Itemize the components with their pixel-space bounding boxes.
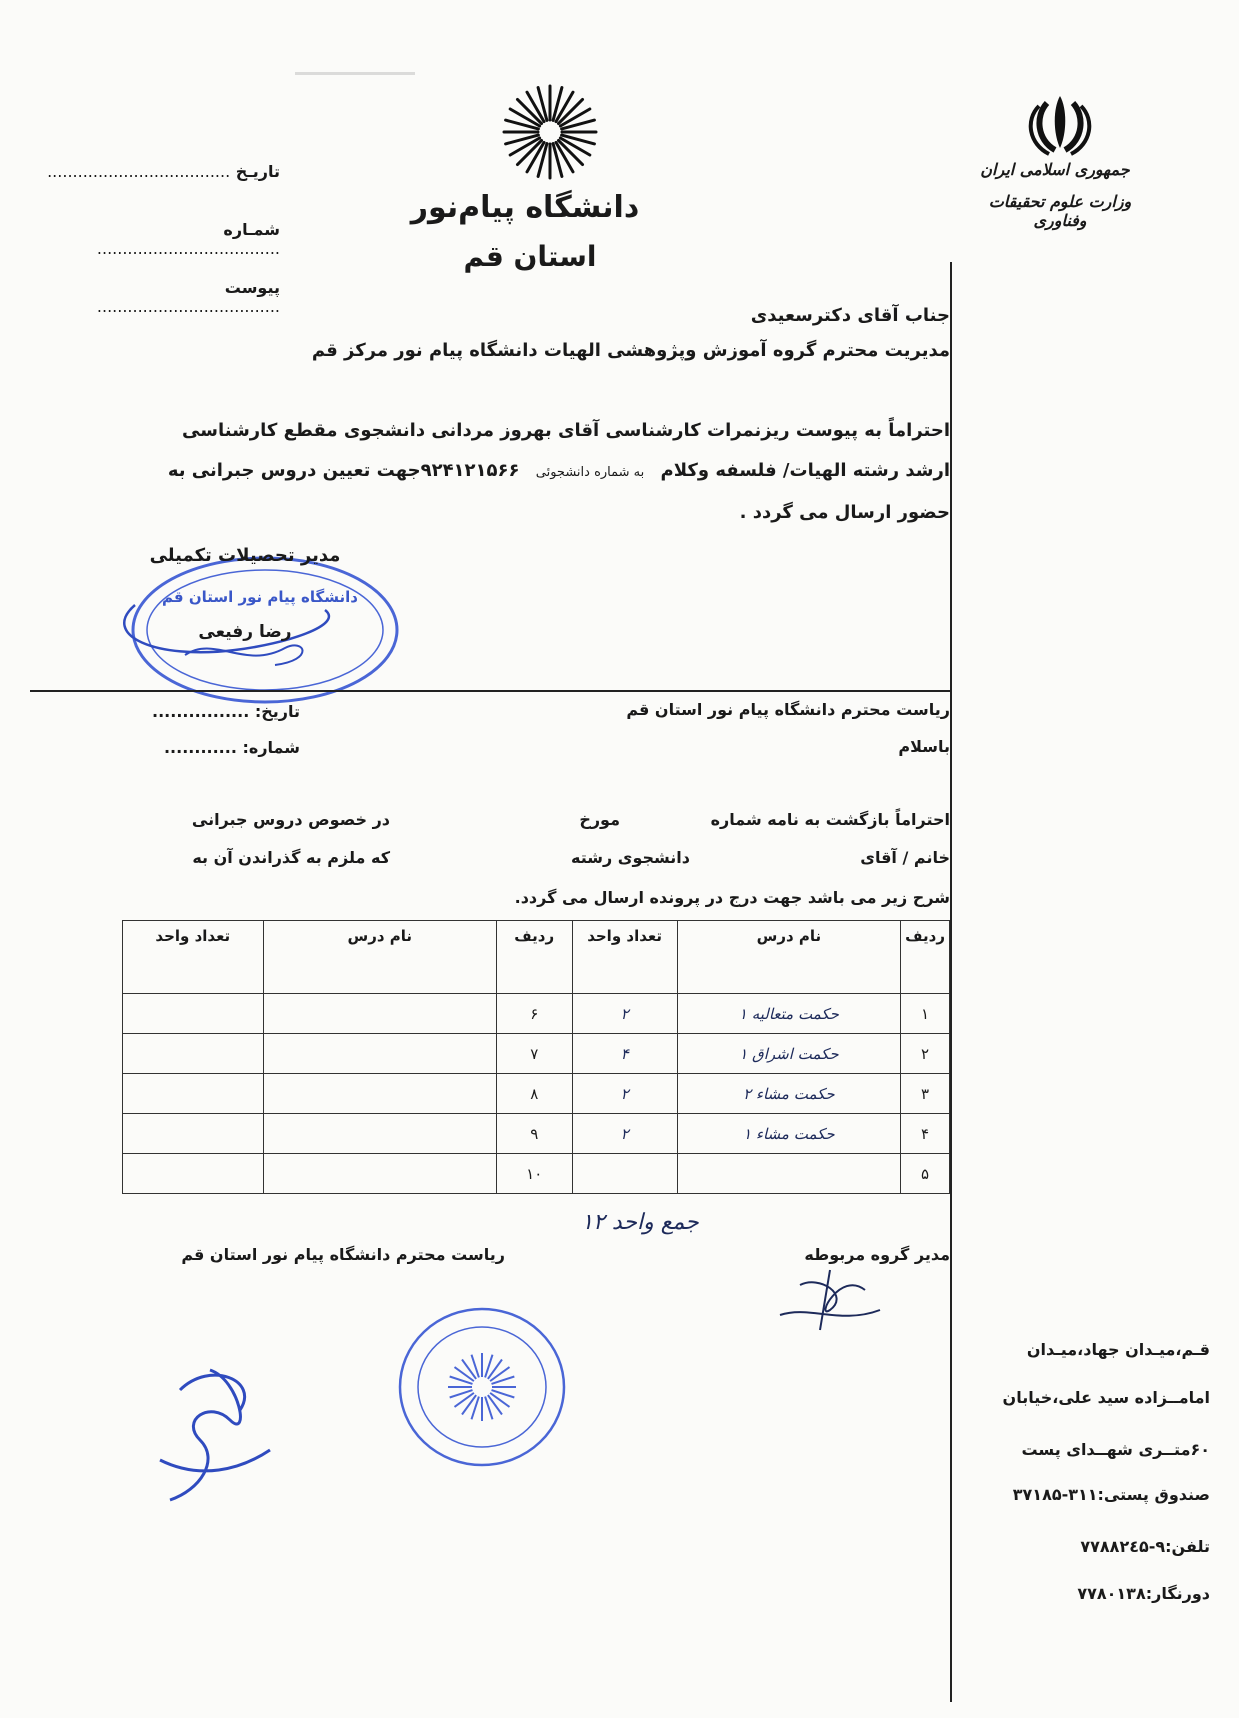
- row-number: ۵: [901, 1154, 950, 1194]
- course-units: [123, 994, 264, 1034]
- course-units: [123, 1074, 264, 1114]
- header-scribble: [295, 60, 415, 75]
- sunburst-logo-icon: [500, 82, 600, 182]
- course-units: ۲: [572, 1074, 677, 1114]
- seal-stamp-icon: [395, 1305, 570, 1470]
- president-label: ریاست محترم دانشگاه پیام نور استان قم: [181, 1245, 505, 1264]
- signer-name: رضا رفیعی: [198, 622, 292, 642]
- iran-emblem: [1025, 88, 1095, 158]
- row-number: ۷: [496, 1034, 572, 1074]
- row-number: ۱: [901, 994, 950, 1034]
- course-name: حکمت مشاء ۲: [677, 1074, 901, 1114]
- university-logo: [500, 82, 600, 182]
- row-number: ۲: [901, 1034, 950, 1074]
- address-line-3: ۶۰متــری شهــدای پست: [1021, 1440, 1210, 1459]
- letter1-body-line1: احتراماً به پیوست ریزنمرات کارشناسی آقای بهروز مردانی دانشجوی مقطع کارشناسی: [182, 420, 950, 441]
- meta-date-dots: ....................................: [47, 162, 231, 181]
- table-header-row: [123, 921, 950, 994]
- letter1-recipient-title: مدیریت محترم گروه آموزش وپژوهشی الهیات دانشگاه پیام نور مرکز قم: [311, 340, 950, 361]
- letter2-line2-a: خانم / آقای: [860, 848, 950, 867]
- group-manager-label: مدیر گروه مربوطه: [804, 1245, 950, 1264]
- section-divider: [30, 690, 952, 692]
- signature-icon: [140, 1340, 280, 1510]
- course-name: حکمت مشاء ۱: [677, 1114, 901, 1154]
- meta-attachment-label: پیوست: [224, 278, 280, 297]
- row-number: ۶: [496, 994, 572, 1034]
- row-number: ۱۰: [496, 1154, 572, 1194]
- header-row-num-1: ردیف: [901, 921, 950, 994]
- university-seal: [395, 1305, 570, 1470]
- course-name: [263, 1114, 496, 1154]
- table-row: [123, 1154, 950, 1194]
- course-units: [123, 1034, 264, 1074]
- meta-date-label: تاریـخ: [235, 162, 280, 181]
- address-line-6: دورنگار:۷۷۸۰۱۳۸: [1077, 1584, 1210, 1603]
- table-row: [123, 1034, 950, 1074]
- emblem-line1: جمهوری اسلامی ایران: [980, 160, 1130, 179]
- row-number: ۸: [496, 1074, 572, 1114]
- header-row-num-2: ردیف: [496, 921, 572, 994]
- letter1-body-line2-b: به شماره دانشجوئی: [535, 465, 645, 480]
- letter2-recipient: ریاست محترم دانشگاه پیام نور استان قم: [626, 700, 950, 719]
- course-units: ۲: [572, 1114, 677, 1154]
- header-units-1: تعداد واحد: [572, 921, 677, 994]
- letter2-line2-b: دانشجوی رشته: [571, 848, 690, 867]
- row-number: ۴: [901, 1114, 950, 1154]
- address-line-4: صندوق پستی:۳۱۱-۳۷۱۸۵: [1012, 1485, 1210, 1504]
- header-course-name-1: نام درس: [677, 921, 901, 994]
- university-name: دانشگاه پیام‌نور: [410, 190, 640, 225]
- course-units: ۲: [572, 994, 677, 1034]
- emblem-line2: وزارت علوم تحقیقات وفناوری: [988, 192, 1132, 230]
- letter1-body-line2-c: ۹۲۴۱۲۱۵۶۶جهت تعیین دروس جبرانی به: [167, 460, 520, 481]
- row-number: ۳: [901, 1074, 950, 1114]
- address-line-2: امامــزاده سید علی،خیابان: [1002, 1388, 1210, 1407]
- letter2-line1-a: احتراماً بازگشت به نامه شماره: [710, 810, 950, 829]
- letter2-line1-c: در خصوص دروس جبرانی: [191, 810, 390, 829]
- course-name: [263, 1154, 496, 1194]
- meta-attachment-dots: ....................................: [96, 297, 280, 316]
- meta-number-dots: ....................................: [96, 239, 280, 258]
- meta-number: [40, 220, 280, 258]
- stamp-text: دانشگاه پیام نور استان قم: [162, 588, 358, 606]
- course-name: [263, 1074, 496, 1114]
- letter2-date: تاریخ: ................: [152, 702, 300, 721]
- address-line-5: تلفن:۹-۷۷۸۸۲٤۵: [1080, 1537, 1210, 1556]
- university-province: استان قم: [463, 240, 597, 273]
- course-name: حکمت متعالیه ۱: [677, 994, 901, 1034]
- margin-line: [950, 262, 952, 1702]
- row-number: ۹: [496, 1114, 572, 1154]
- meta-date: [40, 162, 280, 181]
- total-units-note: جمع واحد ۱۲: [581, 1210, 699, 1235]
- course-name: [263, 994, 496, 1034]
- header-course-name-2: نام درس: [263, 921, 496, 994]
- course-name: حکمت اشراق ۱: [677, 1034, 901, 1074]
- letter1-body-line3: حضور ارسال می گردد .: [739, 502, 950, 523]
- letter2-line1-b: مورخ: [579, 810, 620, 829]
- courses-table: [122, 920, 950, 1194]
- letter1-body-line2: [130, 460, 950, 481]
- course-units: ۴: [572, 1034, 677, 1074]
- letter2-line2-c: که ملزم به گذراندن آن به: [192, 848, 390, 867]
- table-row: [123, 1114, 950, 1154]
- president-signature: [140, 1340, 280, 1510]
- table-row: [123, 1074, 950, 1114]
- course-name: [263, 1034, 496, 1074]
- letter1-recipient: جناب آقای دکترسعیدی: [750, 305, 950, 326]
- course-units: [572, 1154, 677, 1194]
- letter2-number: شماره: ............: [163, 738, 300, 757]
- meta-attachment: [40, 278, 280, 316]
- signature-icon: [770, 1265, 890, 1335]
- emblem-icon: [1025, 88, 1095, 158]
- letter2-greeting: باسلام: [898, 737, 950, 756]
- address-line-1: قـم،میـدان جهاد،میـدان: [1026, 1340, 1210, 1359]
- header-units-2: تعداد واحد: [123, 921, 264, 994]
- signer-title: مدیر تحصیلات تکمیلی: [149, 545, 341, 566]
- course-units: [123, 1154, 264, 1194]
- course-units: [123, 1114, 264, 1154]
- course-name: [677, 1154, 901, 1194]
- table-row: [123, 994, 950, 1034]
- letter2-line3: شرح زیر می باشد جهت درج در پرونده ارسال می گردد.: [514, 888, 950, 907]
- group-manager-signature: [770, 1265, 890, 1335]
- letter1-body-line2-a: ارشد رشته الهیات/ فلسفه وکلام: [660, 460, 950, 481]
- meta-number-label: شمـاره: [223, 220, 280, 239]
